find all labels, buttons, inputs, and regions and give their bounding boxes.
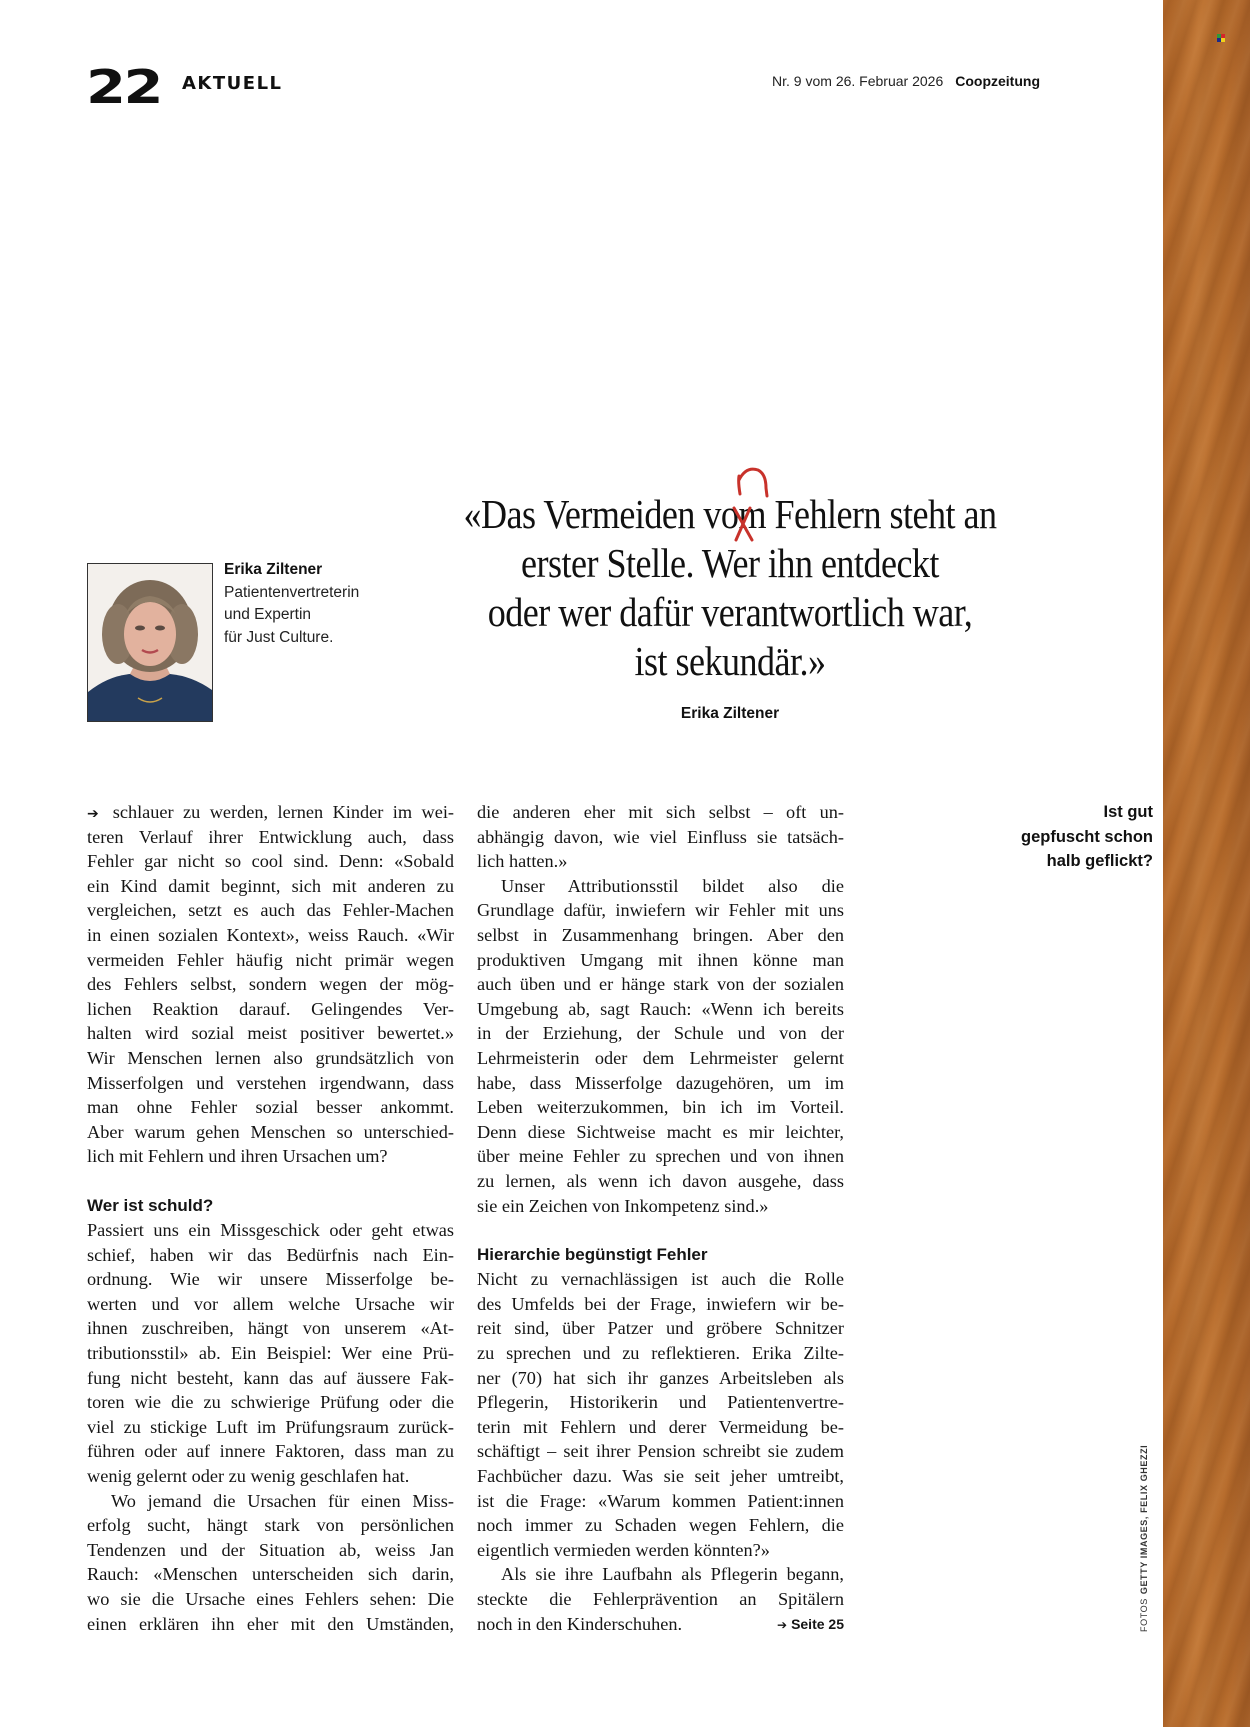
text-line: führen oder auf innere Faktoren, dass man zu (87, 1441, 454, 1462)
struck-letter: m (738, 491, 766, 537)
text-line: des Umfelds bei der Frage, inwiefern wir be- (477, 1293, 844, 1314)
issue-info (772, 72, 1040, 90)
text-line: lich mit Fehlern und ihren Ursachen um? (87, 1146, 388, 1167)
text-line: lich hatten.» (477, 851, 568, 872)
text-line: Wir Menschen lernen also grundsätzlich von (87, 1047, 454, 1068)
text-line: terin mit Fehlern und derer Vermeidung be- (477, 1416, 844, 1437)
text-line: zu lernen, als wenn ich davon ausgehe, dass (477, 1170, 844, 1191)
text-line: Umgebung ab, sagt Rauch: «Wenn ich bereits (477, 998, 844, 1019)
text-line: ordnung. Wie wir unsere Misserfolge be- (87, 1269, 454, 1290)
teaser-line: Ist gut (1103, 803, 1153, 821)
quote-line: ist sekundär.» (634, 638, 826, 684)
quote-line: erster Stelle. Wer ihn entdeckt (521, 540, 939, 586)
text-line: habe, dass Misserfolge dazugehören, um im (477, 1072, 844, 1093)
quote-line: oder wer dafür verantwortlich war, (487, 589, 973, 635)
text-line: produktiven Umgang mit ihnen könne man (477, 949, 844, 970)
portrait-photo (87, 563, 213, 722)
text-line: in einen sozialen Kontext», weiss Rauch. «Wir (87, 924, 454, 945)
text-line: ein Kind damit beginnt, sich mit anderen zu (87, 875, 454, 896)
paragraph-gap (87, 1169, 454, 1194)
teaser-line: halb geflickt? (1046, 852, 1153, 870)
text-line: toren wie die zu schwierige Prüfung oder die (87, 1392, 454, 1413)
text-line: Tendenzen und der Situation ab, weiss Jan (87, 1539, 454, 1560)
quote-text: Fehlern steht an (765, 491, 997, 537)
person-name: Erika Ziltener (224, 561, 323, 578)
text-line: abhängig davon, wie viel Einfluss sie tatsäch- (477, 826, 844, 847)
paragraph-gap (477, 1218, 844, 1243)
text-line: erfolg sucht, hängt stark von persönlichen (87, 1515, 454, 1536)
text-line: des Fehlers selbst, sondern wegen der mög- (87, 974, 454, 995)
text-line: einen erklären ihn eher mit den Umständen, (87, 1613, 454, 1634)
text-line: wenig gelernt oder zu wenig geschlafen hat. (87, 1466, 410, 1487)
text-line: tributionsstil» ab. Ein Beispiel: Wer eine Prü- (87, 1343, 454, 1364)
text-line: zu sprechen und zu reflektieren. Erika Zilte- (477, 1343, 844, 1364)
quote-line (457, 490, 1003, 539)
subheading: Hierarchie begünstigt Fehler (477, 1244, 708, 1264)
text-line: Leben weiterzukommen, bin ich im Vorteil. (477, 1097, 844, 1118)
bio-line: Patientenvertreterin (224, 583, 360, 601)
wood-texture-strip (1163, 0, 1250, 1727)
text-line: auch üben und er hänge stark von der sozialen (477, 974, 844, 995)
text-line: teren Verlauf ihrer Entwicklung auch, dass (87, 826, 454, 847)
text-line: eigentlich vermieden werden könnten?» (477, 1539, 770, 1560)
section-label: AKTUELL (182, 73, 283, 94)
issue-date: Nr. 9 vom 26. Februar 2026 (772, 73, 944, 89)
text-line: Unser Attributionsstil bildet also die (501, 875, 844, 896)
arrow-right-icon: ➔ (777, 1617, 788, 1632)
text-line: Wo jemand die Ursachen für einen Miss- (111, 1490, 454, 1511)
page-number: 22 (86, 60, 162, 114)
text-line: lichen Reaktion darauf. Gelingendes Ver- (87, 998, 454, 1019)
photo-credit (1139, 1445, 1149, 1632)
text-line: reit sind, über Patzer und gröbere Schnitzer (477, 1318, 844, 1339)
text-line: die anderen eher mit sich selbst – oft un- (477, 802, 844, 822)
text-line: schief, haben wir das Bedürfnis nach Ein- (87, 1244, 454, 1265)
text-line: wo sie die Ursache eines Fehlers sehen: Die (87, 1589, 454, 1609)
text-line: Als sie ihre Laufbahn als Pflegerin begann, (501, 1564, 844, 1585)
text-line: Pflegerin, Historikerin und Patientenvertre- (477, 1392, 844, 1413)
bio-line: für Just Culture. (224, 628, 334, 646)
bio-line: und Expertin (224, 606, 312, 623)
text-line: sie ein Zeichen von Inkompetenz sind.» (477, 1195, 769, 1216)
teaser-line: gepfuscht schon (1020, 827, 1153, 846)
color-registration-mark (1217, 34, 1225, 42)
text-line: halten wird sozial meist positiver bewertet.» (87, 1023, 454, 1044)
quote-text: «Das Vermeiden vo (463, 491, 739, 537)
text-line: vermeiden Fehler häufig nicht primär wegen (87, 949, 454, 970)
text-line: fung nicht besteht, kann das auf äussere Fak- (87, 1367, 454, 1388)
text-line: schäftigt – seit ihrer Pension schreibt sie zudem (477, 1441, 844, 1462)
text-line: Rauch: «Menschen unterscheiden sich darin, (87, 1564, 454, 1585)
text-line: selbst in Zusammenhang bringen. Aber den (477, 924, 844, 945)
article-column-1 (87, 800, 454, 1636)
text-line: werten und vor allem welche Ursache wir (87, 1293, 454, 1314)
continue-label: Seite 25 (791, 1615, 844, 1632)
publication-name: Coopzeitung (955, 73, 1040, 89)
text-line: vergleichen, setzt es auch das Fehler-Machen (87, 900, 454, 921)
text-line: Fachbücher dazu. Was sie seit jeher umtreibt, (477, 1466, 844, 1487)
text-line: Fehler gar nicht so cool sind. Denn: «Sobald (87, 851, 454, 872)
text-line: Lehrmeisterin oder dem Lehrmeister gelernt (477, 1047, 844, 1068)
credit-label: FOTOS (1139, 1598, 1149, 1632)
text-line: Nicht zu vernachlässigen ist auch die Rolle (477, 1269, 844, 1290)
text-fragment: noch in den Kinderschuhen. (477, 1613, 683, 1634)
text-line: Denn diese Sichtweise macht es mir leichter, (477, 1121, 844, 1142)
text-line: viel zu stickige Luft im Prüfungsraum zurück- (87, 1416, 454, 1437)
continued-on-page-link[interactable] (777, 1612, 844, 1638)
text-line (477, 1612, 844, 1637)
pull-quote (457, 490, 1003, 686)
text-line: ner (70) hat sich ihr ganzes Arbeitsleben als (477, 1367, 844, 1388)
text-line: Passiert uns ein Missgeschick oder geht etwas (87, 1220, 454, 1241)
continuation-arrow-icon: ➔ (87, 806, 99, 822)
text-line: Misserfolgen und verstehen irgendwann, dass (87, 1072, 454, 1093)
portrait-illustration (88, 564, 212, 721)
text-line: ➔ schlauer zu werden, lernen Kinder im wei- (87, 802, 454, 822)
text-line: in der Erziehung, der Schule und von der (477, 1023, 844, 1044)
credit-sources: GETTY IMAGES, FELIX GHEZZI (1139, 1444, 1149, 1595)
subheading: Wer ist schuld? (87, 1195, 214, 1215)
teaser-question (993, 800, 1153, 874)
portrait-caption (224, 559, 394, 649)
text-line: ihnen zuschreiben, hängt von unserem «At- (87, 1318, 454, 1339)
text-line: über meine Fehler zu sprechen und von ihnen (477, 1146, 844, 1167)
text-line: Aber warum gehen Menschen so unterschied- (87, 1121, 454, 1142)
text-line: Grundlage dafür, inwiefern wir Fehler mit uns (477, 900, 844, 921)
text-line: man ohne Fehler sozial besser ankommt. (87, 1097, 454, 1118)
quote-attribution: Erika Ziltener (680, 705, 780, 722)
text-line: steckte die Fehlerprävention an Spitälern (477, 1589, 844, 1609)
text-line: ist die Frage: «Warum kommen Patient:innen (477, 1490, 844, 1511)
text-line: noch immer zu Schaden wegen Fehlern, die (477, 1515, 844, 1536)
article-column-2 (477, 800, 844, 1637)
